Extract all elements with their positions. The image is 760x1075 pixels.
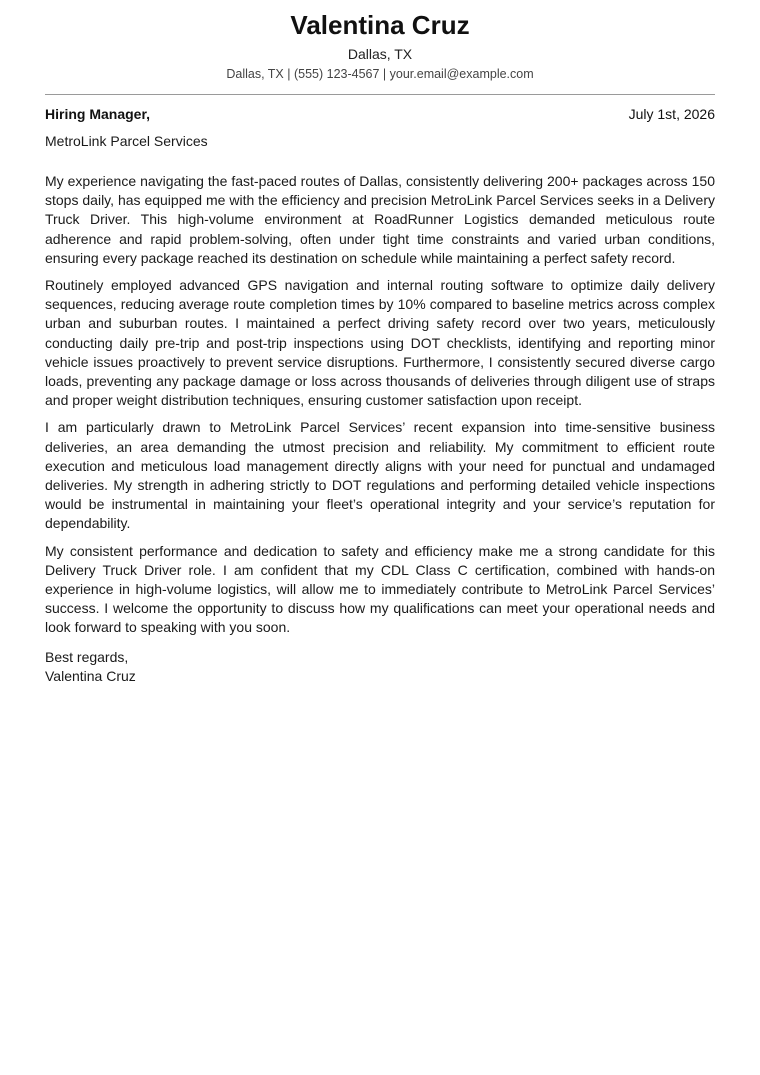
closing-phrase: Best regards, (45, 648, 129, 665)
body-paragraph-4: My consistent performance and dedication to safety and efficiency make me a strong candidate for this Delivery Truck Driver role. I am confident that my CDL Class C certification, combined with hands-on experience in high-volume logistics, will allow me to immediately contribute to MetroLink Parcel Services’ success. I welcome the opportunity to discuss how my qualifications can meet your operational needs and look forward to speaking with you soon. (45, 542, 715, 636)
body-paragraph-3: I am particularly drawn to MetroLink Parcel Services’ recent expansion into time-sensitive business deliveries, an area demanding the utmost precision and reliability. My commitment to efficient route execution and meticulous load management directly aligns with your need for punctual and undamaged deliveries. My strength in adhering strictly to DOT regulations and performing detailed vehicle inspections would be instrumental in maintaining your fleet’s operational integrity and your service’s reputation for dependability. (45, 419, 715, 532)
company-name: MetroLink Parcel Services (45, 133, 208, 149)
signature-name: Valentina Cruz (45, 667, 136, 684)
salutation-row (45, 105, 715, 123)
applicant-location: Dallas, TX (347, 46, 413, 62)
header-divider (45, 94, 715, 95)
letter-date: July 1st, 2026 (628, 106, 715, 122)
letter-body (45, 172, 715, 638)
applicant-contact-line: Dallas, TX | (555) 123-4567 | your.email@example.com (226, 67, 534, 81)
recipient-salutation: Hiring Manager, (45, 106, 151, 122)
applicant-name: Valentina Cruz (290, 10, 470, 40)
body-paragraph-2: Routinely employed advanced GPS navigation and internal routing software to optimize daily delivery sequences, reducing average route completion times by 10% compared to baseline metrics across complex urban and suburban routes. I maintained a perfect driving safety record over two years, meticulously conducting daily pre-trip and post-trip inspections using DOT checklists, identifying and reporting minor vehicle issues proactively to prevent service disruptions. Furthermore, I consistently secured diverse cargo loads, preventing any package damage or loss across thousands of deliveries through diligent use of straps and proper weight distribution techniques, ensuring customer satisfaction upon receipt. (45, 277, 715, 409)
body-paragraph-1: My experience navigating the fast-paced routes of Dallas, consistently delivering 200+ packages across 150 stops daily, has equipped me with the efficiency and precision MetroLink Parcel Services seeks in a Delivery Truck Driver. This high-volume environment at RoadRunner Logistics demanded meticulous route adherence and rapid problem-solving, often under tight time constraints and varied urban conditions, ensuring every package reached its destination on schedule while maintaining a perfect safety record. (45, 173, 715, 266)
closing-block (45, 648, 715, 686)
